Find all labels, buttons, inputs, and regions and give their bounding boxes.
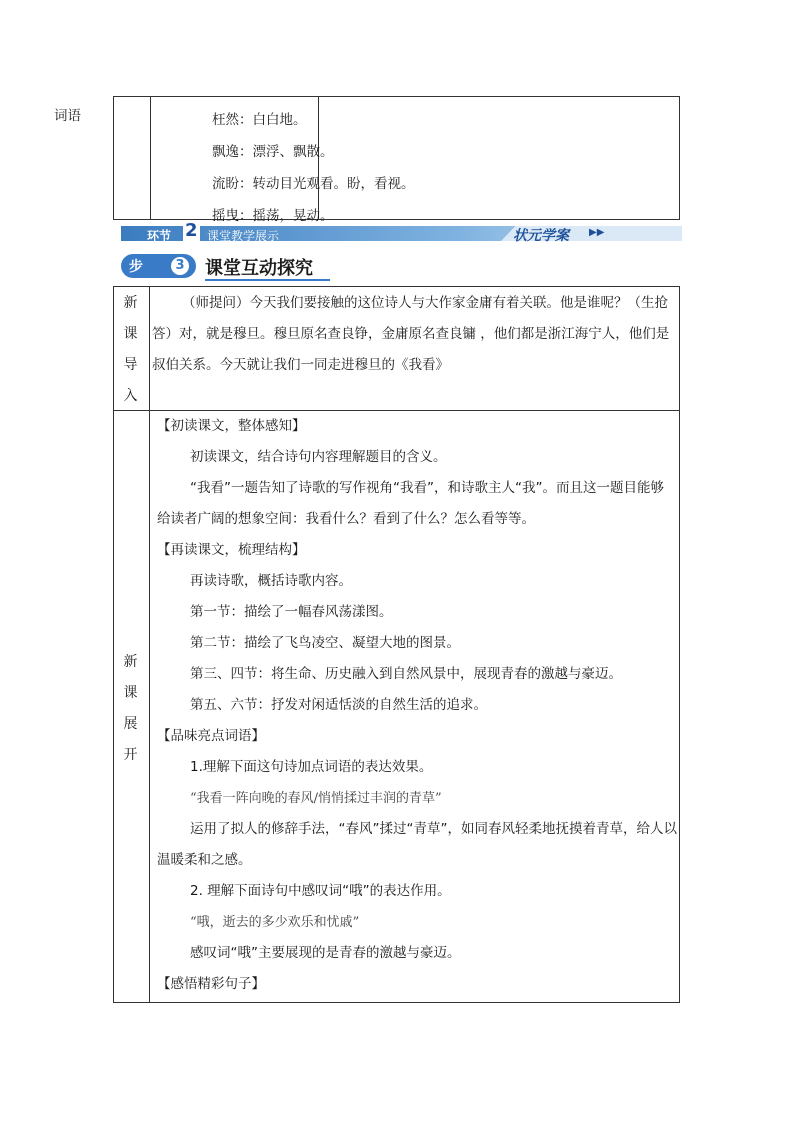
side-char: 开 <box>123 747 138 763</box>
step-underline <box>205 279 330 281</box>
section-heading: 【品味亮点词语】 <box>157 728 265 744</box>
side-char: 课 <box>123 326 138 342</box>
side-char: 入 <box>123 388 138 404</box>
vocab-empty-cell <box>114 97 151 219</box>
paragraph: 再读诗歌，概括诗歌内容。 <box>190 573 352 589</box>
vocab-line: 飘逸：漂浮、飘散。 <box>212 144 334 160</box>
paragraph: 第一节：描绘了一幅春风荡漾图。 <box>190 604 393 620</box>
poem-quote: “我看一阵向晚的春风/悄悄揉过丰润的青草” <box>190 791 442 806</box>
paragraph: 1.理解下面这句诗加点词语的表达效果。 <box>190 759 433 775</box>
step-title: 课堂互动探究 <box>205 258 313 279</box>
section-heading: 【再读课文，梳理结构】 <box>157 542 306 558</box>
develop-side-label <box>113 647 148 771</box>
banner-number: 2 <box>185 220 198 241</box>
vocab-definitions <box>212 104 415 232</box>
table-divider-vertical <box>149 287 150 1002</box>
poem-quote: “哦，逝去的多少欢乐和忧戚” <box>190 915 360 930</box>
vocab-line: 枉然：白白地。 <box>212 112 307 128</box>
paragraph: 运用了拟人的修辞手法，“春风”揉过“青草”，如同春风轻柔地抚摸着青草，给人以温暖柔和之感。 <box>157 821 677 868</box>
paragraph: 第二节：描绘了飞鸟凌空、凝望大地的图景。 <box>190 635 460 651</box>
paragraph: 初读课文，结合诗句内容理解题目的含义。 <box>190 449 447 465</box>
vocab-line: 流盼：转动目光观看。盼，看视。 <box>212 176 415 192</box>
intro-side-label <box>113 288 148 412</box>
banner-brand: 状元学案 <box>513 228 569 244</box>
side-char: 新 <box>123 654 138 670</box>
banner-arrows-icon: ▶▶ <box>589 227 605 238</box>
side-char: 展 <box>123 716 138 732</box>
side-char: 导 <box>123 357 138 373</box>
banner-segment-label: 环节 <box>147 229 172 243</box>
paragraph: “我看”一题告知了诗歌的写作视角“我看”，和诗歌主人“我”。而且这一题目能够给读者广阔的想象空间：我看什么？看到了什么？怎么看等等。 <box>157 480 664 527</box>
section-banner <box>121 220 682 244</box>
banner-title: 课堂教学展示 <box>207 229 280 243</box>
paragraph: 感叹词“哦”主要展现的是青春的激越与豪迈。 <box>190 945 461 961</box>
paragraph: 第三、四节：将生命、历史融入到自然风景中，展现青春的激越与豪迈。 <box>190 666 622 682</box>
section-heading: 【初读课文，整体感知】 <box>157 418 306 434</box>
develop-cell <box>157 411 677 1000</box>
paragraph: 2. 理解下面诗句中感叹词“哦”的表达作用。 <box>190 883 451 899</box>
intro-cell <box>152 288 676 381</box>
side-char: 新 <box>123 295 138 311</box>
side-char: 课 <box>123 685 138 701</box>
step-number: 3 <box>171 257 189 275</box>
vocab-line: 摇曳：摇荡，晃动。 <box>212 208 334 224</box>
paragraph: 第五、六节：抒发对闲适恬淡的自然生活的追求。 <box>190 697 487 713</box>
section-heading: 【感悟精彩句子】 <box>157 976 265 992</box>
step-label: 步骤 <box>129 259 143 295</box>
intro-text: （师提问）今天我们要接触的这位诗人与大作家金庸有着关联。他是谁呢？（生抢答）对，就是穆旦。穆旦原名查良铮，金庸原名查良镛 ，他们都是浙江海宁人，他们是叔伯关系。今天就让我们一同走进穆旦的《我看》 <box>152 295 670 373</box>
vocab-label: 词语 <box>54 108 81 124</box>
